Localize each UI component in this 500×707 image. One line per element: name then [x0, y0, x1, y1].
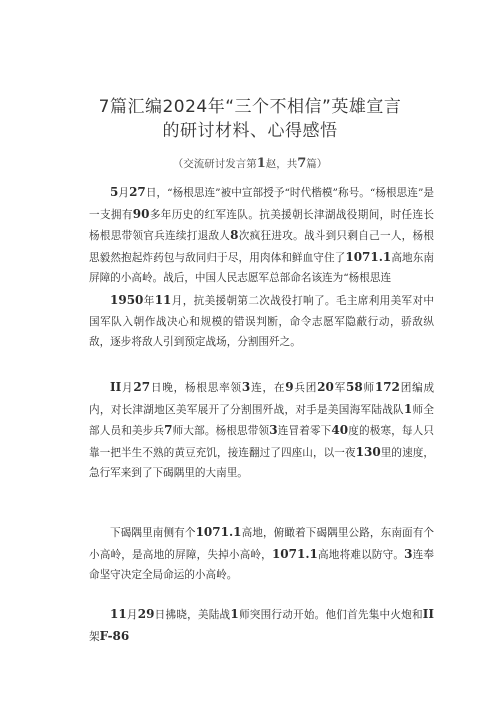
p1-text: 日，“杨根思连”被中宣部授予“时代楷模”称号。“杨根思连”是一支拥有 — [89, 187, 435, 221]
p3-num: 1 — [403, 401, 413, 416]
subtitle-part-number: 1 — [256, 156, 266, 171]
p3-text: 团编成内，对长津湖地区美军展开了分割围歼战，对手是美国海军陆战队 — [89, 382, 435, 416]
p3-num: 3 — [241, 380, 251, 394]
p3-num: 40 — [331, 423, 349, 438]
p3-text: 师大部。杨根思带领 — [172, 425, 270, 438]
p5-num: F-86 — [99, 628, 130, 643]
p5-num: II — [422, 607, 435, 621]
p5-text: 日拂晓，美陆战 — [154, 609, 231, 621]
p4-text: 连奉命坚守决定全局命运的小高岭。 — [89, 548, 435, 582]
p1-num: 8 — [230, 228, 239, 243]
p1-text: 次疯狂进攻。战斗到只剩自己一人，杨根思毅然抱起炸药包与敌同归于尽，用肉体和鲜血守住了 — [89, 230, 434, 264]
p4-text: 下碣隅里南侧有个 — [110, 527, 196, 539]
p1-text: 高地东南屏障的小高岭。战后，中国人民志愿军总部命名该连为“杨根思连 — [89, 251, 435, 285]
p1-num: 1071.1 — [345, 249, 392, 264]
p3-text: 师全部人员和美步兵 — [89, 403, 434, 438]
p1-text: 多年历史的红军连队。抗美援朝长津湖战役期间，时任连长杨根思带领官兵连续打退敌人 — [89, 208, 435, 243]
p1-num: 5 — [110, 185, 119, 199]
p3-num: 58 — [345, 380, 363, 394]
paragraph-1 — [89, 182, 434, 289]
p3-num: 3 — [269, 423, 278, 438]
p5-num: 11 — [110, 607, 127, 621]
p3-num: 20 — [317, 380, 334, 394]
document-title-line-2: 的研讨材料、心得感悟 — [162, 121, 338, 141]
p5-text: 师突围行动开始。他们首先集中火炮和 — [238, 609, 423, 621]
p3-text: 连冒着零下 — [277, 425, 332, 438]
p2-num: 11 — [154, 293, 172, 307]
p3-num: 130 — [355, 444, 381, 459]
paragraph-3 — [89, 377, 434, 484]
p3-num: 9 — [285, 380, 294, 394]
p2-num: 1950 — [110, 293, 144, 307]
p5-text: 架 — [89, 630, 100, 643]
subtitle-prefix: （交流研讨发言第 — [172, 158, 257, 170]
p4-text: 高地将难以防守。 — [317, 548, 405, 561]
p4-num: 1071.1 — [271, 546, 318, 561]
subtitle-suffix: 篇） — [306, 158, 328, 170]
p3-text: 月 — [121, 382, 134, 394]
p1-num: 90 — [132, 206, 150, 221]
p5-num: 29 — [137, 607, 155, 621]
p3-text: 兵团 — [293, 382, 318, 394]
p3-text: 里的速度，急行军来到了下碣隅里的大南里。 — [89, 446, 435, 480]
p3-text: 连，在 — [250, 382, 286, 394]
p5-num: 1 — [230, 607, 239, 621]
p3-text: 日晚，杨根思率领 — [150, 382, 242, 394]
p3-num: 172 — [374, 380, 400, 394]
document-subtitle — [0, 156, 500, 171]
p4-num: 3 — [404, 546, 413, 561]
p4-text: 高地，俯瞰着下碣隅里公路，东南面有个小高岭，是高地的屏障，失掉小高岭， — [89, 527, 435, 561]
p1-num: 27 — [129, 185, 146, 199]
p5-text: 月 — [126, 609, 138, 621]
paragraph-5 — [89, 604, 434, 647]
p4-num: 1071.1 — [195, 525, 242, 539]
p3-num: 27 — [133, 380, 151, 394]
p1-text: 月 — [118, 187, 130, 199]
document-title-line-1: 7篇汇编2024年“三个不相信”英雄宣言 — [98, 97, 402, 117]
subtitle-total: 7 — [297, 156, 307, 171]
paragraph-2 — [89, 290, 434, 353]
p3-text: 师 — [362, 382, 375, 394]
paragraph-4 — [89, 522, 434, 586]
subtitle-middle: 赵，共 — [265, 158, 298, 170]
p3-num: II — [110, 380, 122, 394]
p2-text: 年 — [143, 295, 155, 307]
p3-num: 7 — [164, 423, 173, 438]
p2-text: 月，抗美援朝第二次战役打响了。毛主席利用美军对中国军队入朝作战决心和规模的错误判断，命令志愿军隐蔽行动，骄敌纵敌，逐步将敌人引到预定战场，分割围歼之。 — [89, 295, 435, 349]
p3-text: 度的极寒，每人只靠一把半生不熟的黄豆充饥，接连翻过了四座山，以一夜 — [89, 425, 434, 459]
p3-text: 军 — [333, 382, 346, 394]
